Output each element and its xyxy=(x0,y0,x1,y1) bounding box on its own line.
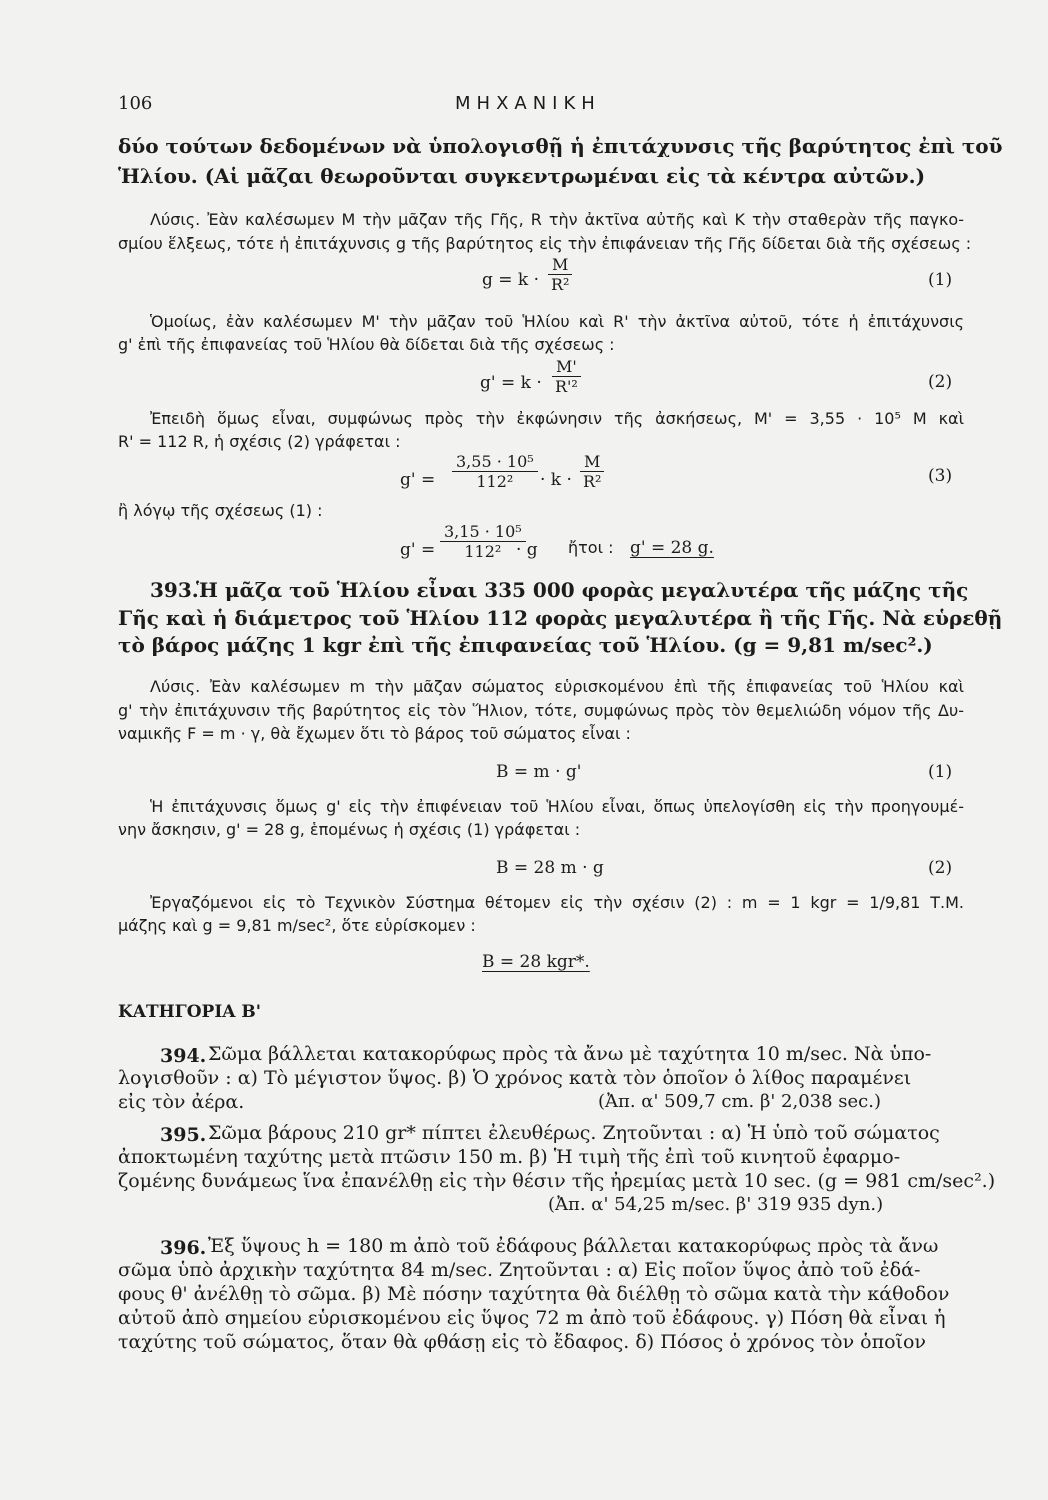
problem-396-number: 396. xyxy=(160,1237,207,1259)
problem-394-line2: λογισθοῦν : α) Τὸ μέγιστον ὕψος. β) Ὁ χρόνος κατὰ τὸν ὁποῖον ὁ λίθος παραμένει xyxy=(118,1067,912,1089)
equation-4-fraction xyxy=(440,522,526,561)
problem-395-line1: Σῶμα βάρους 210 gr* πίπτει ἐλευθέρως. Ζητοῦνται : α) Ἡ ὑπὸ τοῦ σώματος xyxy=(208,1122,940,1144)
solution2-line4: Ἡ ἐπιτάχυνσις ὅμως g' εἰς τὴν ἐπιφένειαν τοῦ Ἡλίου εἶναι, ὅπως ὑπελογίσθη εἰς τὴν προηγουμέ- xyxy=(150,797,964,816)
problem-393-number: 393. xyxy=(150,578,199,602)
intro-line-2: Ἡλίου. (Αἱ μᾶζαι θεωροῦνται συγκεντρωμέναι εἰς τὰ κέντρα αὐτῶν.) xyxy=(118,164,926,188)
equation-1-number: (1) xyxy=(928,270,953,290)
problem-393-line1: Ἡ μᾶζα τοῦ Ἡλίου εἶναι 335 000 φορὰς μεγαλυτέρα τῆς μάζης τῆς xyxy=(196,578,969,602)
equation-2-fraction xyxy=(552,357,581,396)
solution1-p3-line1: Ἐπειδὴ ὅμως εἶναι, συμφώνως πρὸς τὴν ἐκφώνησιν τῆς ἀσκήσεως, Μ' = 3,55 · 10⁵ Μ καὶ xyxy=(150,409,964,428)
intro-line-1: δύο τούτων δεδομένων νὰ ὑπολογισθῇ ἡ ἐπιτάχυνσις τῆς βαρύτητος ἐπὶ τοῦ xyxy=(118,134,1003,158)
problem-393-line3: τὸ βάρος μάζης 1 kgr ἐπὶ τῆς ἐπιφανείας τοῦ Ἡλίου. (g = 9,81 m/sec².) xyxy=(118,633,933,657)
problem-395-number: 395. xyxy=(160,1124,207,1146)
equation-3-fraction-2 xyxy=(580,452,604,491)
equation-3-fraction-1 xyxy=(452,452,538,491)
problem-394-line1: Σῶμα βάλλεται κατακορύφως πρὸς τὰ ἄνω μὲ ταχύτητα 10 m/sec. Νὰ ὑπο- xyxy=(208,1043,932,1065)
solution1-p4: ἢ λόγῳ τῆς σχέσεως (1) : xyxy=(118,501,323,520)
solution2-line7: μάζης καὶ g = 9,81 m/sec², ὅτε εὑρίσκομεν : xyxy=(118,916,476,935)
equation-4-lhs: g' = xyxy=(400,540,436,560)
equation-3-denominator-1: 112² xyxy=(476,472,514,491)
problem-396-line2: σῶμα ὑπὸ ἀρχικὴν ταχύτητα 84 m/sec. Ζητοῦνται : α) Εἰς ποῖον ὕψος ἀπὸ τοῦ ἐδά- xyxy=(118,1259,921,1281)
equation-4-rhs: · g xyxy=(516,540,538,560)
equation-3-middle: · k · xyxy=(540,470,572,490)
equation-4-numerator: 3,15 · 10⁵ xyxy=(440,522,526,542)
equation-1-denominator: R² xyxy=(550,275,570,294)
problem-395-answer: (Ἀπ. α' 54,25 m/sec. β' 319 935 dyn.) xyxy=(548,1194,884,1215)
solution1-p1-line1: Λύσις. Ἐὰν καλέσωμεν Μ τὴν μᾶζαν τῆς Γῆς, R τὴν ἀκτῖνα αὐτῆς καὶ Κ τὴν σταθερὰν τῆς παγκο- xyxy=(150,210,964,229)
equation-4-result-label: ἤτοι : xyxy=(568,538,614,557)
equation-3-numerator-2: M xyxy=(580,452,604,472)
solution2-equation-2-number: (2) xyxy=(928,858,953,878)
equation-3-number: (3) xyxy=(928,466,953,486)
problem-396-line1: Ἐξ ὕψους h = 180 m ἀπὸ τοῦ ἐδάφους βάλλεται κατακορύφως πρὸς τὰ ἄνω xyxy=(208,1235,939,1257)
equation-2-number: (2) xyxy=(928,372,953,392)
solution2-equation-2: B = 28 m · g xyxy=(496,858,604,878)
equation-2-lhs: g' = k · xyxy=(480,373,542,393)
problem-396-line3: φους θ' ἀνέλθῃ τὸ σῶμα. β) Μὲ πόσην ταχύτητα θὰ διέλθῃ τὸ σῶμα κατὰ τὴν κάθοδον xyxy=(118,1283,950,1305)
solution1-p2-line1: Ὁμοίως, ἐὰν καλέσωμεν Μ' τὴν μᾶζαν τοῦ Ἡλίου καὶ R' τὴν ἀκτῖνα αὐτοῦ, τότε ἡ ἐπιτάχυνσις xyxy=(150,312,964,331)
solution1-p3-line2: R' = 112 R, ἡ σχέσις (2) γράφεται : xyxy=(118,432,401,451)
solution1-p2-line2: g' ἐπὶ τῆς ἐπιφανείας τοῦ Ἡλίου θὰ δίδεται διὰ τῆς σχέσεως : xyxy=(118,335,615,354)
problem-394-number: 394. xyxy=(160,1045,207,1067)
equation-4-result: g' = 28 g. xyxy=(630,538,714,558)
category-heading: ΚΑΤΗΓΟΡΙΑ Β' xyxy=(118,1002,261,1022)
problem-396-line4: αὐτοῦ ἀπὸ σημείου εὑρισκομένου εἰς ὕψος 72 m ἀπὸ τοῦ ἐδάφους. γ) Πόση θὰ εἶναι ἡ xyxy=(118,1307,946,1329)
solution2-equation-1: B = m · g' xyxy=(496,762,582,782)
running-title: ΜΗΧΑΝΙΚΗ xyxy=(455,93,601,114)
solution2-line5: νην ἄσκησιν, g' = 28 g, ἑπομένως ἡ σχέσις (1) γράφεται : xyxy=(118,820,581,839)
solution2-equation-1-number: (1) xyxy=(928,762,953,782)
solution2-line3: ναμικῆς F = m · γ, θὰ ἔχωμεν ὅτι τὸ βάρος τοῦ σώματος εἶναι : xyxy=(118,724,631,743)
problem-393-line2: Γῆς καὶ ἡ διάμετρος τοῦ Ἡλίου 112 φορὰς μεγαλυτέρα ἢ τῆς Γῆς. Νὰ εὑρεθῇ xyxy=(118,606,1003,630)
problem-395-line3: ζομένης δυνάμεως ἵνα ἐπανέλθῃ εἰς τὴν θέσιν τῆς ἠρεμίας μετὰ 10 sec. (g = 981 cm/sec².) xyxy=(118,1170,996,1192)
equation-1-fraction xyxy=(548,255,572,294)
equation-2-numerator: M' xyxy=(552,357,581,377)
equation-3-numerator-1: 3,55 · 10⁵ xyxy=(452,452,538,472)
solution2-line6: Ἐργαζόμενοι εἰς τὸ Τεχνικὸν Σύστημα θέτομεν εἰς τὴν σχέσιν (2) : m = 1 kgr = 1/9,81 Τ.Μ. xyxy=(150,893,964,912)
problem-394-line3: εἰς τὸν ἀέρα. xyxy=(118,1091,245,1113)
problem-396-line5: ταχύτης τοῦ σώματος, ὅταν θὰ φθάσῃ εἰς τὸ ἔδαφος. δ) Πόσος ὁ χρόνος τὸν ὁποῖον xyxy=(118,1331,926,1353)
solution2-line2: g' τὴν ἐπιτάχυνσιν τῆς βαρύτητος εἰς τὸν Ἥλιον, τότε, συμφώνως πρὸς τὸν θεμελιώδη νόμον τῆς Δυ- xyxy=(118,701,964,720)
equation-1-numerator: M xyxy=(548,255,572,275)
solution1-p1-line2: σμίου ἕλξεως, τότε ἡ ἐπιτάχυνσις g τῆς βαρύτητος εἰς τὴν ἐπιφάνειαν τῆς Γῆς δίδεται διὰ τῆς σχέσεως : xyxy=(118,234,972,253)
equation-2-denominator: R'² xyxy=(554,377,578,396)
solution2-equation-3: B = 28 kgr*. xyxy=(482,952,590,972)
problem-394-answer: (Ἀπ. α' 509,7 cm. β' 2,038 sec.) xyxy=(598,1091,882,1112)
equation-1-lhs: g = k · xyxy=(482,270,540,290)
problem-395-line2: ἀποκτωμένη ταχύτης μετὰ πτῶσιν 150 m. β) Ἡ τιμὴ τῆς ἐπὶ τοῦ κινητοῦ ἐφαρμο- xyxy=(118,1146,901,1168)
solution2-line1: Λύσις. Ἐὰν καλέσωμεν m τὴν μᾶζαν σώματος εὑρισκομένου ἐπὶ τῆς ἐπιφανείας τοῦ Ἡλίου καὶ xyxy=(150,677,964,696)
equation-3-denominator-2: R² xyxy=(582,472,602,491)
equation-4-denominator: 112² xyxy=(464,542,502,561)
equation-3-lhs: g' = xyxy=(400,470,436,490)
page-number: 106 xyxy=(118,93,153,114)
